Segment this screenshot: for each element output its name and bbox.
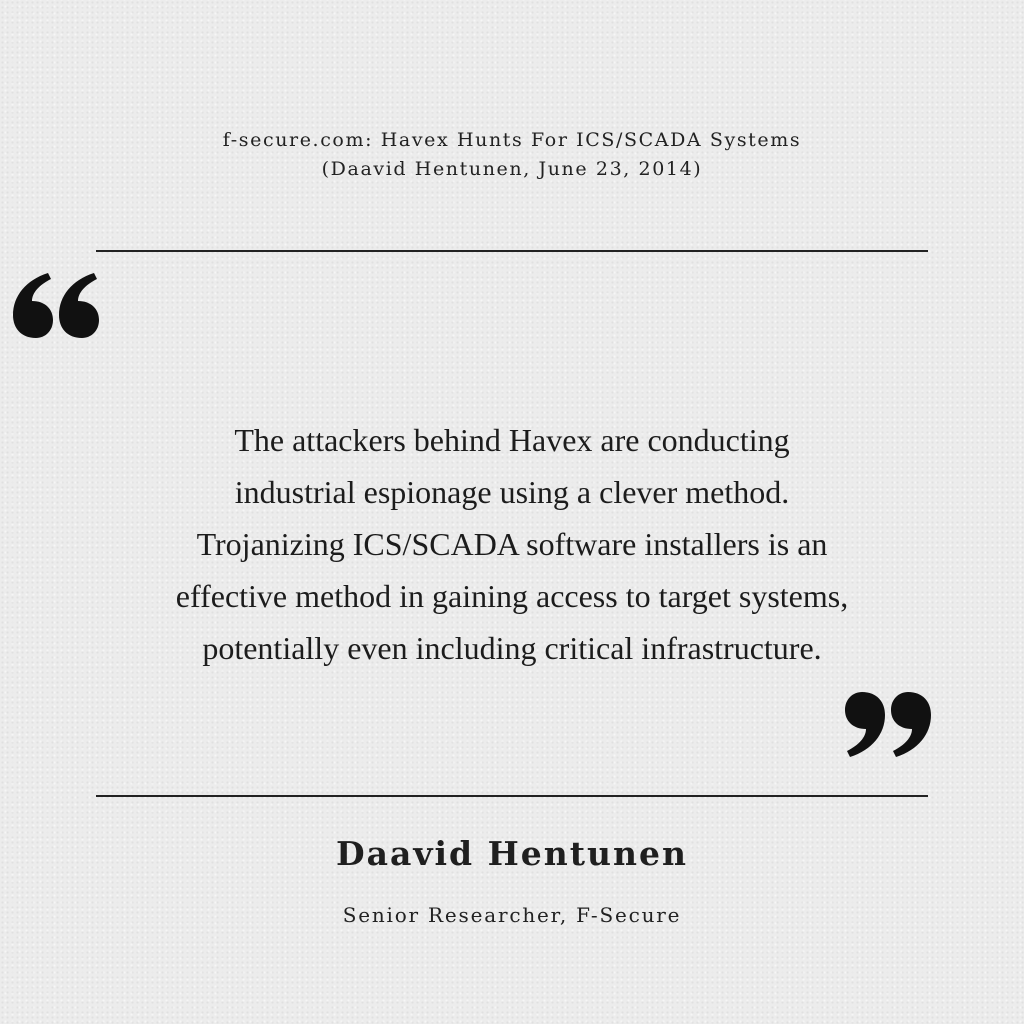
quote-line: effective method in gaining access to target systems, (175, 578, 849, 614)
bottom-divider (96, 795, 928, 797)
quote-text (112, 414, 912, 674)
open-quote-icon (12, 270, 104, 340)
author-name: Daavid Hentunen (335, 834, 689, 873)
author-role: Senior Researcher, F-Secure (342, 903, 682, 927)
source-title: f-secure.com: Havex Hunts For ICS/SCADA Systems (222, 129, 802, 151)
close-quote-icon (840, 690, 932, 760)
quote-line: Trojanizing ICS/SCADA software installers is an (196, 526, 828, 562)
quote-line: industrial espionage using a clever method. (234, 474, 790, 510)
quote-line: The attackers behind Havex are conducting (234, 422, 790, 458)
top-divider (96, 250, 928, 252)
source-byline: (Daavid Hentunen, June 23, 2014) (321, 158, 703, 180)
quote-line: potentially even including critical infrastructure. (202, 630, 822, 666)
